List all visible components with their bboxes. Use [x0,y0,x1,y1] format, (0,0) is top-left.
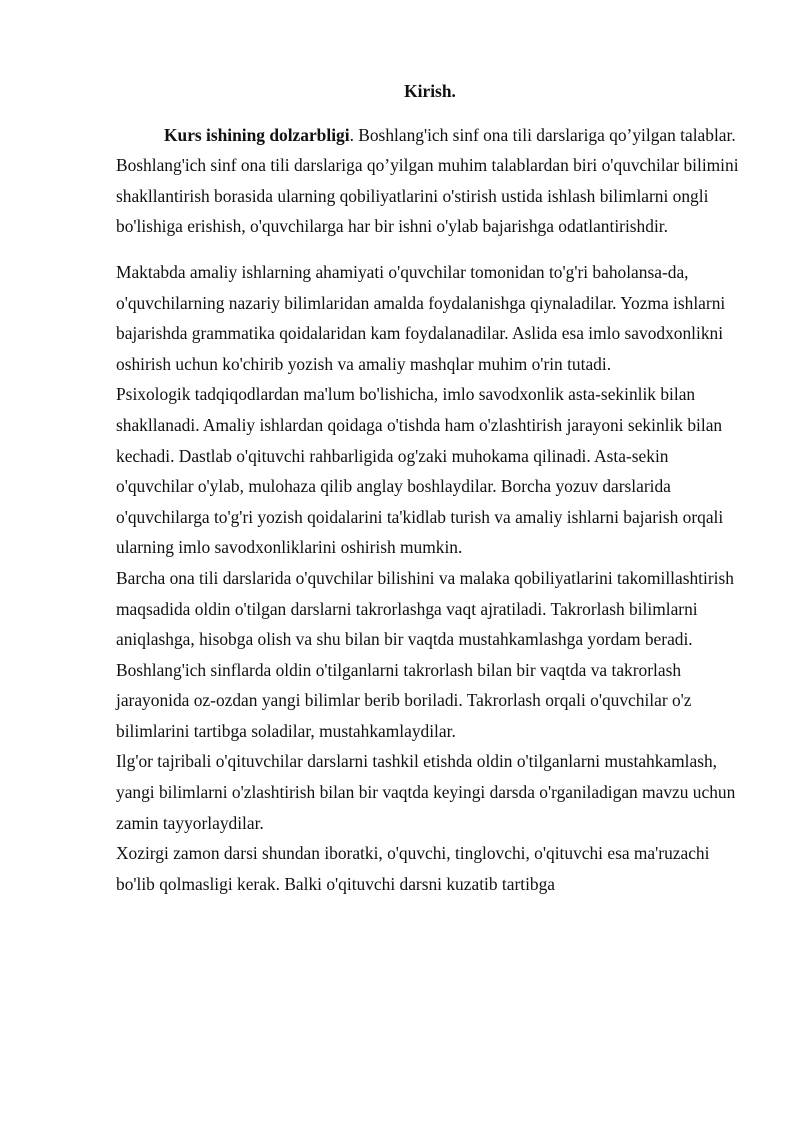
paragraph-4: Ilg'or tajribali o'qituvchilar darslarni tashkil etishda oldin o'tilganlarni mustahkamlash, yangi bilimlarni o'zlashtirish bilan bir vaqtda keyingi darsda o'rganiladigan mavzu uchun zamin tayyorlaydilar. [116,751,736,833]
intro-lead: Kurs ishining dolzarbligi [164,124,350,145]
paragraph-5: Xozirgi zamon darsi shundan iboratki, o'quvchi, tinglovchi, o'qituvchi esa ma'ruzachi bo'lib qolmasligi kerak. Balki o'qituvchi darsni kuzatib tartibga [116,843,710,894]
intro-text: . Boshlang'ich sinf ona tili darslariga qo’yilgan talablar. Boshlang'ich sinf ona tili darslariga qo’yilgan muhim talablardan biri o'quvchilar bilimini shakllantirish borasida ularning qobiliyatlarini o'stirish ustida ishlash bilimlarni ongli bo'lishiga erishish, o'quvchilarga har bir ishni o'ylab bajarishga odatlantirishdir. [116,124,739,237]
paragraph-spacer [116,242,744,257]
intro-paragraph [116,120,744,242]
paragraph-2: Psixologik tadqiqodlardan ma'lum bo'lishicha, imlo savodxonlik asta-sekinlik bilan shakllanadi. Amaliy ishlardan qoidaga o'tishda ham o'zlashtirish jarayoni sekinlik bilan kechadi. Dastlab o'qituvchi rahbarligida og'zaki muhokama qilinadi. Asta-sekin o'quvchilar o'ylab, mulohaza qilib anglay boshlaydilar. Borcha yozuv darslarida o'quvchilarga to'g'ri yozish qoidalarini ta'kidlab turish va amaliy ishlarni bajarish orqali ularning imlo savodxonliklarini oshirish mumkin. [116,384,724,558]
paragraph-1: Maktabda amaliy ishlarning ahamiyati o'quvchilar tomonidan to'g'ri baholansa-da, o'quvchilarning nazariy bilimlaridan amalda foydalanishga qiynaladilar. Yozma ishlarni bajarishda grammatika qoidalaridan kam foydalanadilar. Aslida esa imlo savodxonlikni oshirish uchun ko'chirib yozish va amaliy mashqlar muhim o'rin tutadi. [116,261,726,374]
paragraph-3: Barcha ona tili darslarida o'quvchilar bilishini va malaka qobiliyatlarini takomillashtirish maqsadida oldin o'tilgan darslarni takrorlashga vaqt ajratiladi. Takrorlash bilimlarni aniqlashga, hisobga olish va shu bilan bir vaqtda mustahkamlashga yordam beradi. Boshlang'ich sinflarda oldin o'tilganlarni takrorlash bilan bir vaqtda va takrorlash jarayonida oz-ozdan yangi bilimlar berib boriladi. Takrorlash orqali o'quvchilar o'z bilimlarini tartibga soladilar, mustahkamlaydilar. [116,567,734,741]
document-body [116,76,744,899]
page-title: Kirish. [404,81,456,101]
